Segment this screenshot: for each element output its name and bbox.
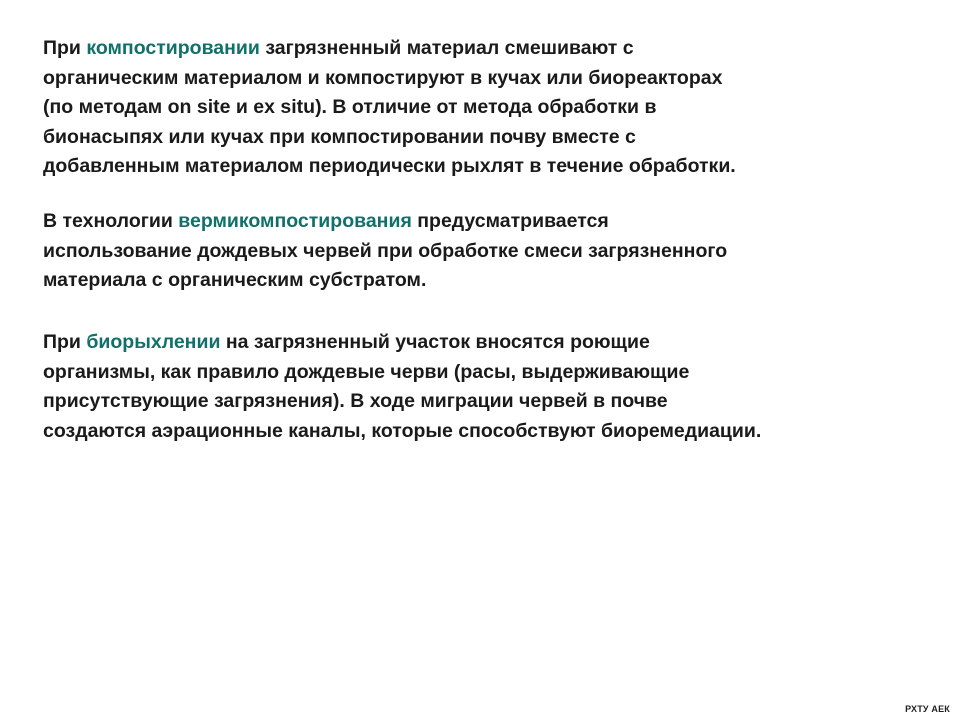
- paragraph-line: При компостировании загрязненный материал смешивают с: [43, 37, 634, 59]
- footer-label: РХТУ АЕК: [905, 704, 950, 714]
- paragraph-line: бионасыпях или кучах при компостировании почву вместе с: [43, 125, 636, 148]
- paragraph-line: создаются аэрационные каналы, которые способствуют биоремедиации.: [43, 419, 762, 442]
- paragraph-line: В технологии вермикомпостирования предусматривается: [43, 210, 609, 232]
- paragraph-line: (по методам on site и ex situ). В отличие от метода обработки в: [43, 96, 657, 118]
- paragraph-line: организмы, как правило дождевые черви (расы, выдерживающие: [43, 360, 690, 383]
- paragraph-line: органическим материалом и компостируют в кучах или биореакторах: [43, 66, 723, 89]
- paragraph-bioloosening: [43, 328, 761, 446]
- paragraph-line: материала с органическим субстратом.: [43, 269, 427, 291]
- paragraph-composting: [43, 34, 736, 182]
- paragraph-line: добавленным материалом периодически рыхлят в течение обработки.: [43, 155, 736, 177]
- term-composting: компостировании: [86, 37, 260, 59]
- paragraph-line: использование дождевых червей при обработке смеси загрязненного: [43, 239, 728, 262]
- paragraph-line: присутствующие загрязнения). В ходе миграции червей в почве: [43, 390, 668, 412]
- term-bioloosening: биорыхлении: [86, 331, 221, 353]
- term-vermicomposting: вермикомпостирования: [178, 210, 412, 232]
- paragraph-vermicomposting: [43, 207, 727, 296]
- paragraph-line: При биорыхлении на загрязненный участок вносятся роющие: [43, 331, 650, 353]
